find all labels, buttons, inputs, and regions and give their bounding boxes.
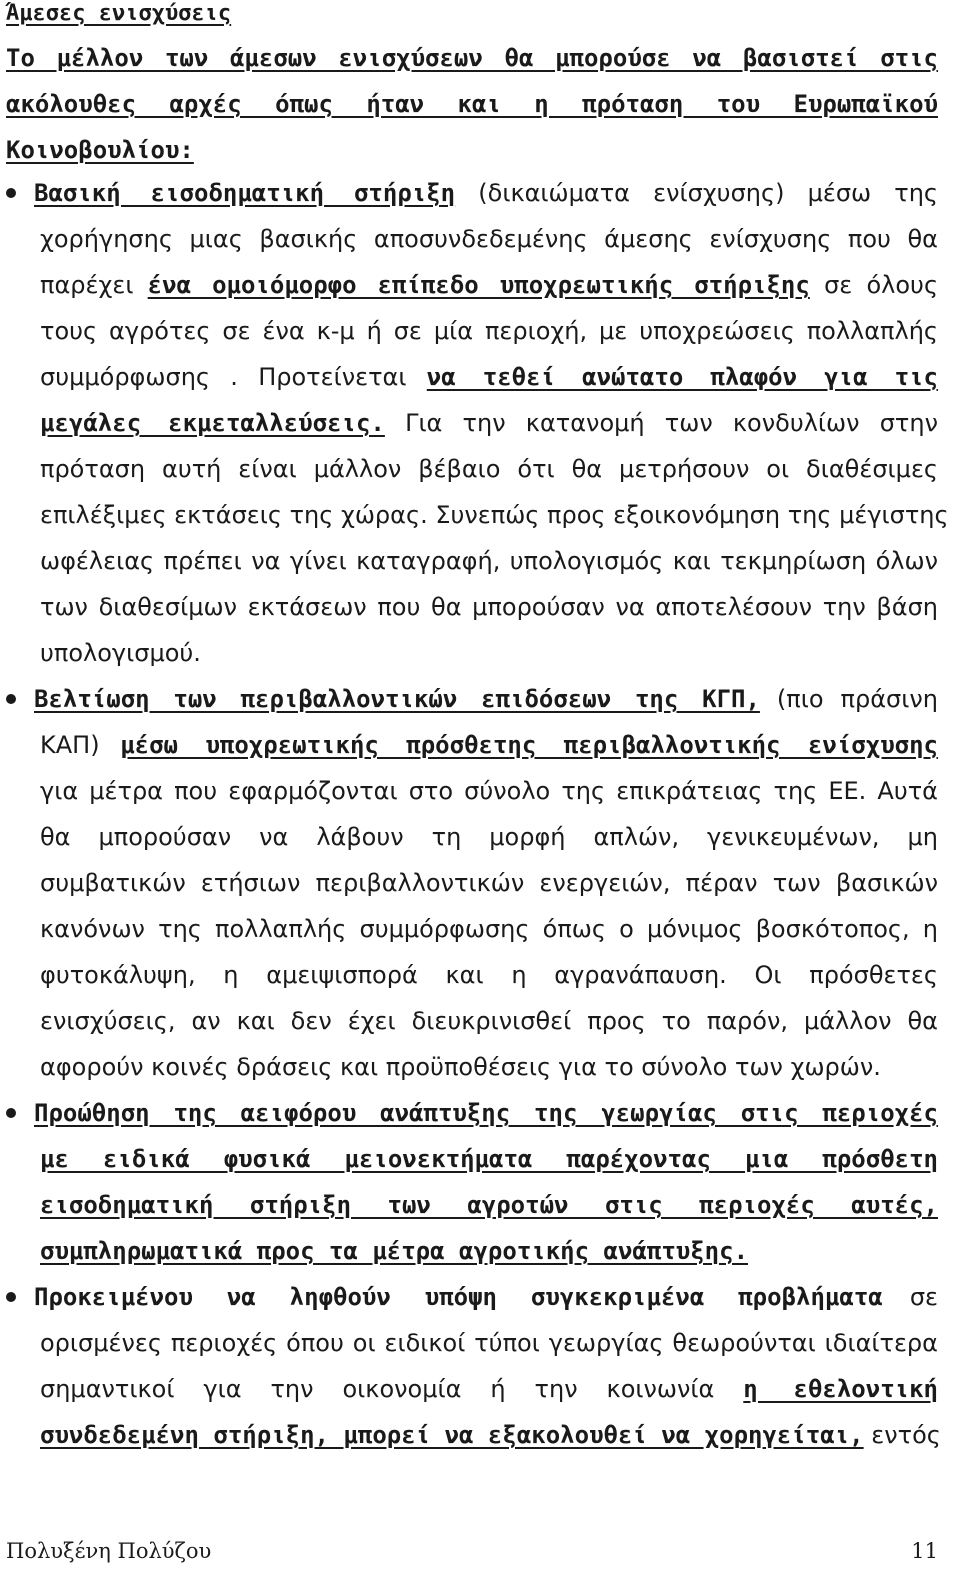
paragraph-line [40, 354, 938, 400]
paragraph-line: ενισχύσεις, αν και δεν έχει διευκρινισθεί προς το παρόν, μάλλον θα [40, 1007, 938, 1035]
intro-line: ακόλουθες αρχές όπως ήταν και η πρόταση του Ευρωπαϊκού [6, 90, 938, 118]
paragraph-line: Προώθηση της αειφόρου ανάπτυξης της γεωργίας στις περιοχές [34, 1099, 938, 1127]
paragraph-line: τους αγρότες σε ένα κ-μ ή σε μία περιοχή, με υποχρεώσεις πολλαπλής [40, 317, 938, 345]
bullet-point [6, 188, 16, 198]
paragraph-line: χορήγησης μιας βασικής αποσυνδεδεμένης άμεσης ενίσχυσης που θα [40, 225, 938, 253]
section-heading: Άμεσες ενισχύσεις [6, 1, 232, 26]
bold-phrase: μέσω υποχρεωτικής πρόσθετης περιβαλλοντικής ενίσχυσης [120, 731, 938, 759]
bold-phrase: συνδεδεμένη στήριξη, μπορεί να εξακολουθεί να χορηγείται, [40, 1421, 864, 1449]
text-span: (πιο πράσινη [759, 685, 938, 713]
paragraph-line [40, 1412, 941, 1458]
bullet-point [6, 1108, 16, 1118]
text-span: παρέχει [40, 271, 148, 299]
text-span: Για την κατανομή των κονδυλίων στην [384, 409, 938, 437]
paragraph-line: εισοδηματική στήριξη των αγροτών στις περιοχές αυτές, [40, 1191, 938, 1219]
intro-line: Κοινοβουλίου: [6, 136, 194, 164]
paragraph-line: για μέτρα που εφαρμόζονται στο σύνολο της επικράτειας της ΕΕ. Αυτά [40, 777, 938, 805]
footer-author: Πολυξένη Πολύζου [6, 1539, 212, 1563]
text-span: σημαντικοί για την οικονομία ή την κοινωνία [40, 1375, 744, 1403]
text-span: συμμόρφωσης . Προτείνεται [40, 363, 427, 391]
paragraph-line [40, 722, 938, 768]
paragraph-line: των διαθεσίμων εκτάσεων που θα μπορούσαν να αποτελέσουν την βάση [40, 593, 938, 621]
bullet-point [6, 694, 16, 704]
paragraph-line [34, 1274, 938, 1320]
text-span: ΚΑΠ) [40, 731, 121, 759]
bold-phrase: να τεθεί ανώτατο πλαφόν για τις [426, 363, 938, 391]
text-span: σε [882, 1283, 939, 1311]
paragraph-line [40, 400, 938, 446]
paragraph-line: συμβατικών ετήσιων περιβαλλοντικών ενεργειών, πέραν των βασικών [40, 869, 938, 897]
bold-phrase: μεγάλες εκμεταλλεύσεις. [40, 409, 385, 437]
page-number: 11 [911, 1539, 938, 1563]
paragraph-line [40, 1366, 938, 1412]
paragraph-line [34, 170, 938, 216]
paragraph-line: φυτοκάλυψη, η αμειψισπορά και η αγρανάπαυση. Οι πρόσθετες [40, 961, 938, 989]
paragraph-line [40, 262, 938, 308]
paragraph-line: συμπληρωματικά προς τα μέτρα αγροτικής ανάπτυξης. [40, 1237, 749, 1265]
paragraph-line: υπολογισμού. [40, 639, 201, 667]
bold-phrase: Προκειμένου να ληφθούν υπόψη συγκεκριμένα προβλήματα [34, 1283, 883, 1311]
paragraph-line: πρόταση αυτή είναι μάλλον βέβαιο ότι θα μετρήσουν οι διαθέσιμες [40, 455, 938, 483]
paragraph-line: με ειδικά φυσικά μειονεκτήματα παρέχοντας μια πρόσθετη [40, 1145, 938, 1173]
paragraph-line: ορισμένες περιοχές όπου οι ειδικοί τύποι γεωργίας θεωρούνται ιδιαίτερα [40, 1329, 938, 1357]
paragraph-line: ωφέλειας πρέπει να γίνει καταγραφή, υπολογισμός και τεκμηρίωση όλων [40, 547, 938, 575]
paragraph-line: αφορούν κοινές δράσεις και προϋποθέσεις για το σύνολο των χωρών. [40, 1053, 881, 1081]
intro-line: Το μέλλον των άμεσων ενισχύσεων θα μπορούσε να βασιστεί στις [6, 44, 938, 72]
bold-phrase: Βασική εισοδηματική στήριξη [34, 179, 456, 207]
text-span: εντός [863, 1421, 941, 1449]
paragraph-line [34, 676, 938, 722]
paragraph-line: θα μπορούσαν να λάβουν τη μορφή απλών, γενικευμένων, μη [40, 823, 938, 851]
bold-phrase: η εθελοντική [743, 1375, 939, 1403]
bold-phrase: ένα ομοιόμορφο επίπεδο υποχρεωτικής στήριξης [147, 271, 810, 299]
paragraph-line: επιλέξιμες εκτάσεις της χώρας. Συνεπώς προς εξοικονόμηση της μέγιστης [40, 501, 949, 529]
text-span: σε όλους [809, 271, 939, 299]
bullet-point [6, 1292, 16, 1302]
paragraph-line: κανόνων της πολλαπλής συμμόρφωσης όπως ο μόνιμος βοσκότοπος, η [40, 915, 938, 943]
text-span: (δικαιώματα ενίσχυσης) μέσω της [455, 179, 938, 207]
bold-phrase: Βελτίωση των περιβαλλοντικών επιδόσεων της ΚΓΠ, [34, 685, 760, 713]
